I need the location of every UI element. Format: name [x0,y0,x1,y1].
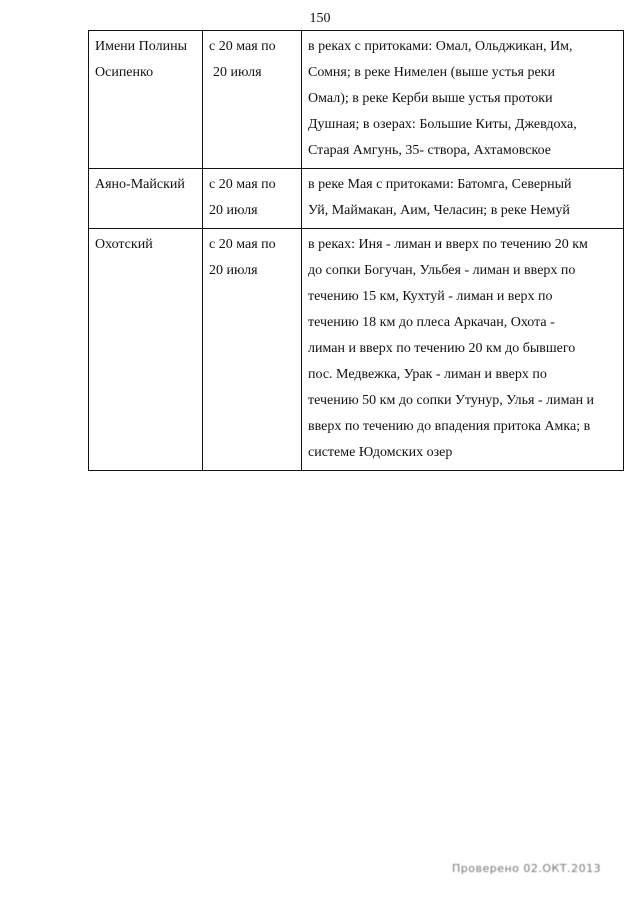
waters-cell [302,169,624,229]
district-cell [89,31,203,169]
district-cell [89,169,203,229]
waters-line: течению 18 км до плеса Аркачан, Охота - [308,315,555,330]
waters-line: Старая Амгунь, 35- створа, Ахтамовское [308,143,551,158]
waters-line: в реке Мая с притоками: Батомга, Северный [308,177,572,192]
waters-line: пос. Медвежка, Урак - лиман и вверх по [308,367,547,382]
waters-line: до сопки Богучан, Ульбея - лиман и вверх по [308,263,576,278]
district-line: Имени Полины [95,39,187,54]
period-cell [203,169,302,229]
waters-line: в реках с притоками: Омал, Ольджикан, Им, [308,39,573,54]
waters-line: Уй, Маймакан, Аим, Челасин; в реке Немуй [308,203,570,218]
fishing-restrictions-table [88,30,624,471]
period-line: с 20 мая по [209,177,276,192]
waters-cell [302,31,624,169]
waters-line: течению 15 км, Кухтуй - лиман и верх по [308,289,553,304]
waters-line: в реках: Иня - лиман и вверх по течению 20 км [308,237,588,252]
period-cell [203,229,302,471]
waters-line: вверх по течению до впадения притока Амка; в [308,419,591,434]
period-cell [203,31,302,169]
period-line: 20 июля [209,203,258,218]
table-row [89,229,624,471]
waters-line: Омал); в реке Керби выше устья протоки [308,91,553,106]
district-line: Аяно-Майский [95,177,185,192]
waters-line: лиман и вверх по течению 20 км до бывшего [308,341,576,356]
table-row [89,31,624,169]
verification-stamp: Проверено 02.ОКТ.2013 [452,862,602,875]
period-line: 20 июля [213,65,262,80]
period-line: с 20 мая по [209,39,276,54]
table-row [89,169,624,229]
period-line: 20 июля [209,263,258,278]
waters-line: системе Юдомских озер [308,445,453,460]
waters-line: течению 50 км до сопки Утунур, Улья - лиман и [308,393,595,408]
waters-line: Душная; в озерах: Большие Киты, Джевдоха, [308,117,577,132]
waters-cell [302,229,624,471]
district-cell [89,229,203,471]
district-line: Охотский [95,237,153,252]
period-line: с 20 мая по [209,237,276,252]
page-number: 150 [309,11,331,26]
waters-line: Сомня; в реке Нимелен (выше устья реки [308,65,555,80]
district-line: Осипенко [95,65,154,80]
